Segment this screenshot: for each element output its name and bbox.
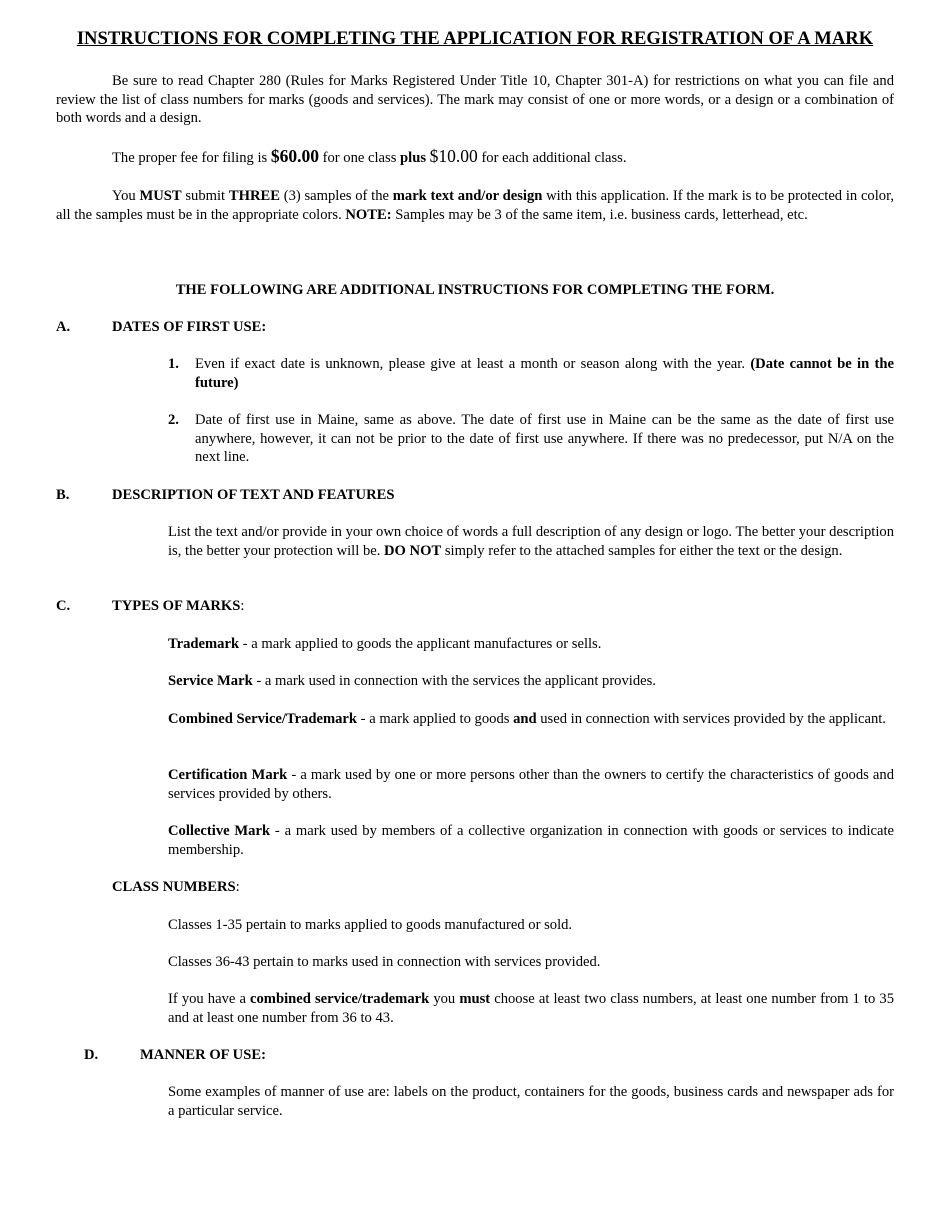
document-page: INSTRUCTIONS FOR COMPLETING THE APPLICATION FOR REGISTRATION OF A MARK Be sure to read Chapter 280 (Rules for Marks Registered Under Title 10, Chapter 301-A) for restrictions on what you can file and review the list of class numbers for marks (goods and services). The mark may consist of one or more words, or a design or a combination of both words and a design. The proper fee for filing is $60.00 for one class plus $10.00 for each additional class. You MUST submit THREE (3) samples of the mark text and/or design with this application. If the mark is to be protected in color, all the samples must be in the appropriate colors. NOTE: Samples may be 3 of the same item, i.e. business cards, letterhead, etc. THE FOLLOWING ARE ADDITIONAL INSTRUCTIONS FOR COMPLETING THE FORM. A. DATES OF FIRST USE: 1. Even if exact date is unknown, please give at least a month or season along with the year. (Date cannot be in the future) 2. Date of first use in Maine, same as above. The date of first use in Maine can be the same as the date of first use anywhere, however, it can not be prior to the date of first use anywhere. If there was no predecessor, put N/A on the next line. B. DESCRIPTION OF TEXT AND FEATURES List the text and/or provide in your own choice of words a full description of any design or logo. The better your description is, the better your protection will be. DO NOT simply refer to the attached samples for either the text or the design. C. TYPES OF MARKS: Trademark - a mark applied to goods the applicant manufactures or sells. Service Mark - a mark used in connection with the services the applicant provides. Combined Service/Trademark - a mark applied to goods and used in connection with services provided by the applicant. Certification Mark - a mark used by one or more persons other than the owners to certify the characteristics of goods and services provided by others. Collective Mark - a mark used by members of a collective organization in connection with goods or services to indicate membership. CLASS NUMBERS: Classes 1-35 pertain to marks applied to goods manufactured or sold. Classes 36-43 pertain to marks used in connection with services provided. If you have a combined service/trademark you must choose at least two class numbers, at least one number from 1 to 35 and at least one number from 36 to 43. D. MANNER OF USE: Some examples of manner of use are: labels on the product, containers for the goods, business cards and newspaper ads for a particular service.: [56, 28, 895, 1119]
section-c-letter: C.: [56, 598, 71, 614]
additional-instructions-heading: THE FOLLOWING ARE ADDITIONAL INSTRUCTIONS FOR COMPLETING THE FORM.: [175, 282, 775, 298]
section-c-title: TYPES OF MARKS: [112, 598, 241, 614]
fee-amount-additional-class: $10.00: [429, 146, 478, 166]
intro-paragraph: [56, 72, 894, 128]
class-numbers-combined: If you have a combined service/trademark you must choose at least two class numbers, at least one number from 1 to 35 and at least one number from 36 to 43.: [168, 991, 894, 1026]
section-b-letter: B.: [56, 487, 70, 503]
document-title: INSTRUCTIONS FOR COMPLETING THE APPLICATION FOR REGISTRATION OF A MARK: [76, 28, 874, 49]
intro-text: Be sure to read Chapter 280 (Rules for Marks Registered Under Title 10, Chapter 301-A) for restrictions on what you can file and review the list of class numbers for marks (goods and services). The mark may consist of one or more words, or a design or a combination of both words and a design.: [56, 73, 894, 127]
fee-paragraph: The proper fee for filing is $60.00 for one class plus $10.00 for each additional class.: [112, 146, 627, 166]
section-b-description: List the text and/or provide in your own choice of words a full description of any design or logo. The better your description is, the better your protection will be. DO NOT simply refer to the attached samples for either the text or the design.: [168, 524, 894, 559]
section-b-title: DESCRIPTION OF TEXT AND FEATURES: [112, 487, 395, 503]
section-a-letter: A.: [56, 319, 71, 335]
mark-type-certification: Certification Mark - a mark used by one or more persons other than the owners to certify the characteristics of goods and services provided by others.: [168, 767, 894, 802]
mark-type-collective: Collective Mark - a mark used by members of a collective organization in connection with goods or services to indicate membership.: [168, 823, 894, 858]
mark-type-service-mark: Service Mark - a mark used in connection with the services the applicant provides.: [168, 673, 656, 689]
class-numbers-goods: Classes 1-35 pertain to marks applied to goods manufactured or sold.: [168, 917, 573, 933]
class-numbers-services: Classes 36-43 pertain to marks used in connection with services provided.: [168, 954, 601, 970]
section-d-title: MANNER OF USE:: [140, 1047, 266, 1063]
section-d-text: Some examples of manner of use are: labels on the product, containers for the goods, business cards and newspaper ads for a particular service.: [168, 1084, 894, 1119]
section-d-letter: D.: [84, 1047, 99, 1063]
mark-type-trademark: Trademark - a mark applied to goods the applicant manufactures or sells.: [168, 636, 602, 652]
section-a-item-2: 2. Date of first use in Maine, same as above. The date of first use in Maine can be the same as the date of first use anywhere, however, it can not be prior to the date of first use anywhere. If there was no predecessor, put N/A on the next line.: [168, 412, 894, 466]
fee-amount-first-class: $60.00: [270, 146, 319, 166]
section-a-item-1: 1. Even if exact date is unknown, please give at least a month or season along with the year. (Date cannot be in the future): [168, 356, 895, 391]
samples-paragraph: You MUST submit THREE (3) samples of the mark text and/or design with this application. If the mark is to be protected in color, all the samples must be in the appropriate colors. NOTE: Samples may be 3 of the same item, i.e. business cards, letterhead, etc.: [56, 188, 895, 223]
class-numbers-title: CLASS NUMBERS: [112, 879, 236, 895]
mark-type-combined: Combined Service/Trademark - a mark applied to goods and used in connection with services provided by the applicant.: [168, 711, 886, 727]
section-a-title: DATES OF FIRST USE:: [112, 319, 267, 335]
